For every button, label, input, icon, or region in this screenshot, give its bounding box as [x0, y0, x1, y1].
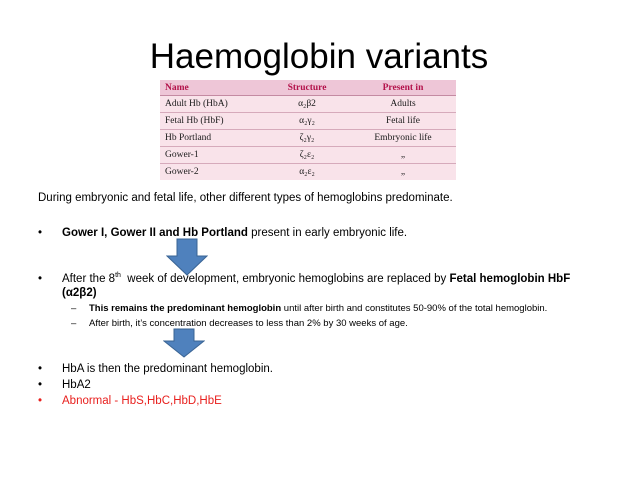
cell-name: Gower-1	[160, 147, 264, 164]
bullet-marker: •	[38, 363, 43, 375]
table-row	[160, 130, 456, 147]
superscript: th	[115, 272, 121, 280]
bullet-text	[62, 272, 570, 286]
bullet-text: HbA is then the predominant hemoglobin.	[62, 363, 273, 375]
cell-name: Adult Hb (HbA)	[160, 96, 264, 113]
cell-present-in: „	[350, 164, 456, 181]
sub-bullet-text: After birth, it’s concentration decreases to less than 2% by 30 weeks of age.	[89, 318, 408, 329]
cell-present-in: Fetal life	[350, 113, 456, 130]
cell-name: Fetal Hb (HbF)	[160, 113, 264, 130]
header-name: Name	[160, 80, 264, 96]
table-row	[160, 164, 456, 181]
bullet-bold-text: Gower I, Gower II and Hb Portland	[62, 227, 248, 239]
bullet-bold-text-line2: (α2β2)	[62, 287, 97, 299]
bullet-marker: •	[38, 273, 43, 285]
cell-present-in: Embryonic life	[350, 130, 456, 147]
bullet-marker: •	[38, 227, 43, 239]
slide-title: Haemoglobin variants	[149, 37, 489, 76]
bullet-marker: •	[38, 379, 43, 391]
header-present-in: Present in	[350, 80, 456, 96]
sub-bullet-marker: –	[71, 318, 77, 329]
hemoglobin-variants-table	[160, 80, 456, 180]
sub-bullet-bold-text: This remains the predominant hemoglobin	[89, 303, 282, 314]
intro-text: During embryonic and fetal life, other different types of hemoglobins predominate.	[38, 192, 453, 204]
down-arrow-icon	[163, 328, 205, 358]
down-arrow-icon	[166, 238, 208, 276]
cell-present-in: Adults	[350, 96, 456, 113]
bullet-text: Abnormal - HbS,HbC,HbD,HbE	[62, 395, 222, 407]
cell-structure: ζ₂ε₂	[264, 147, 350, 164]
cell-structure: α₂γ₂	[264, 113, 350, 130]
bullet-text	[62, 226, 407, 240]
bullet-text-part2: week of development, embryonic hemoglobins are replaced by	[120, 273, 450, 285]
cell-present-in: „	[350, 147, 456, 164]
table-row	[160, 147, 456, 164]
table-row	[160, 96, 456, 113]
cell-structure: α₂ε₂	[264, 164, 350, 181]
bullet-bold-text: Fetal hemoglobin HbF	[449, 273, 571, 285]
header-structure: Structure	[264, 80, 350, 96]
table-row	[160, 113, 456, 130]
cell-structure: α₂β2	[264, 96, 350, 113]
cell-structure: ζ₂γ₂	[264, 130, 350, 147]
sub-bullet-text	[89, 303, 547, 314]
bullet-text-line2	[62, 286, 97, 300]
bullet-marker: •	[38, 395, 43, 407]
bullet-text-part1: After the 8	[62, 273, 116, 285]
bullet-rest-text: present in early embryonic life.	[247, 227, 408, 239]
sub-bullet-marker: –	[71, 303, 77, 314]
cell-name: Hb Portland	[160, 130, 264, 147]
table-header-row	[160, 80, 456, 96]
sub-bullet-rest-text: until after birth and constitutes 50-90% of the total hemoglobin.	[281, 303, 548, 314]
cell-name: Gower-2	[160, 164, 264, 181]
bullet-text: HbA2	[62, 379, 91, 391]
